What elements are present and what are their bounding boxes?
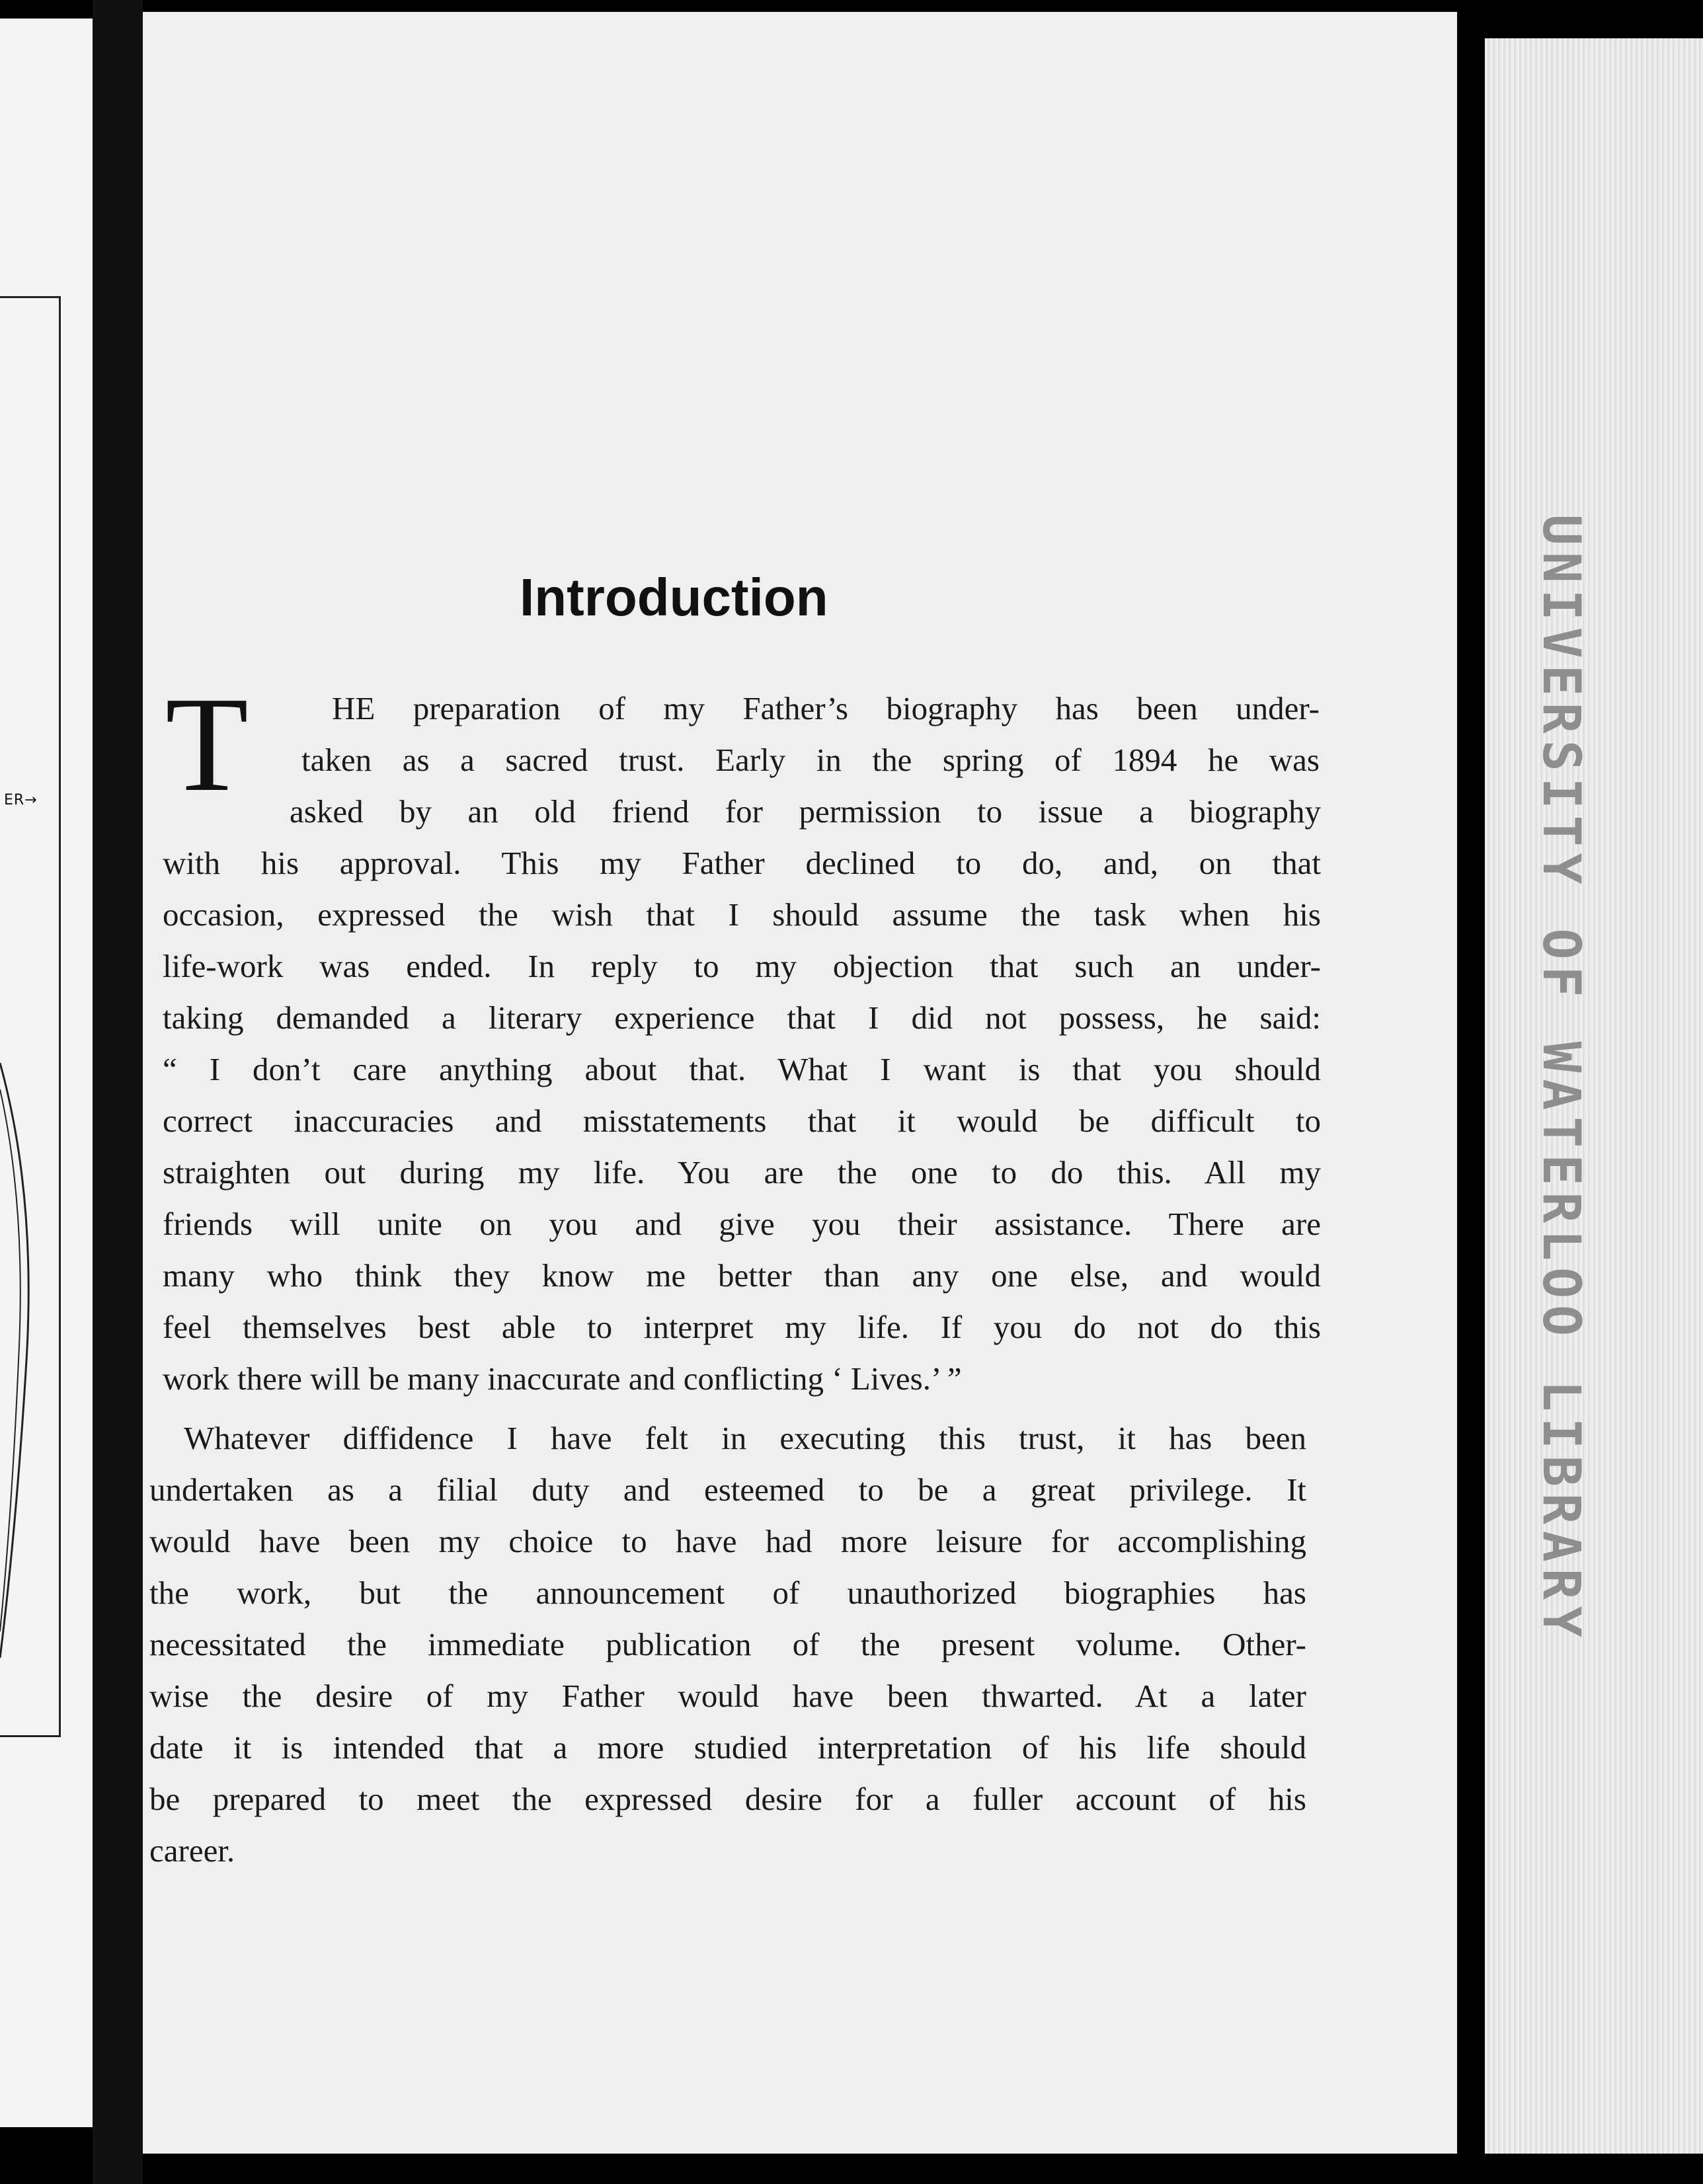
paragraph-1-line: taking demanded a literary experience that I did not possess, he said: [163, 999, 1321, 1036]
paragraph-1-line: life-work was ended. In reply to my objection that such an under- [163, 948, 1321, 984]
paragraph-1-line: many who think they know me better than any one else, and would [163, 1257, 1321, 1294]
paragraph-1-line: with his approval. This my Father declined to do, and, on that [163, 845, 1321, 881]
paragraph-1-line: straighten out during my life. You are the one to do this. All my [163, 1154, 1321, 1190]
drop-cap: T [165, 668, 249, 820]
paragraph-2-line: would have been my choice to have had more leisure for accomplishing [149, 1523, 1306, 1559]
book-gutter [93, 0, 143, 2184]
book-page [143, 12, 1591, 2154]
page-block-edge [1485, 38, 1703, 2154]
paragraph-1-line: correct inaccuracies and misstatements that it would be difficult to [163, 1103, 1321, 1139]
page-title: Introduction [520, 568, 828, 627]
paragraph-1-line: asked by an old friend for permission to issue a biography [290, 793, 1321, 830]
paragraph-2-line: date it is intended that a more studied interpretation of his life should [149, 1729, 1306, 1766]
library-stamp-text: UNIVERSITY OF WATERLOO LIBRARY [1531, 514, 1591, 1644]
paragraph-1-line: HE preparation of my Father’s biography has been under- [332, 690, 1320, 726]
left-facing-page [0, 19, 93, 2127]
paragraph-1-line: occasion, expressed the wish that I should assume the task when his [163, 896, 1321, 933]
paragraph-1-line: taken as a sacred trust. Early in the spring of 1894 he was [301, 742, 1320, 778]
paragraph-1-line: work there will be many inaccurate and conflicting ‘ Lives.’ ” [163, 1360, 962, 1397]
library-stamp [1531, 514, 1591, 1644]
paragraph-2-line: wise the desire of my Father would have been thwarted. At a later [149, 1678, 1306, 1714]
paragraph-2-line: necessitated the immediate publication of the present volume. Other- [149, 1626, 1306, 1662]
paragraph-2-line: Whatever diffidence I have felt in executing this trust, it has been [184, 1420, 1306, 1456]
paragraph-1-line: friends will unite on you and give you their assistance. There are [163, 1206, 1321, 1242]
paragraph-1-line: feel themselves best able to interpret my life. If you do not do this [163, 1309, 1321, 1345]
left-page-arrow-label: ER→ [4, 792, 38, 808]
paragraph-2-line: be prepared to meet the expressed desire for a fuller account of his [149, 1781, 1306, 1817]
left-page-diagram-curve [0, 1063, 40, 1658]
paragraph-1-line: “ I don’t care anything about that. What I want is that you should [163, 1051, 1321, 1087]
paragraph-2-line: the work, but the announcement of unauthorized biographies has [149, 1575, 1306, 1611]
paragraph-2-line: undertaken as a filial duty and esteemed to be a great privilege. It [149, 1471, 1306, 1508]
paragraph-2-line: career. [149, 1832, 235, 1869]
